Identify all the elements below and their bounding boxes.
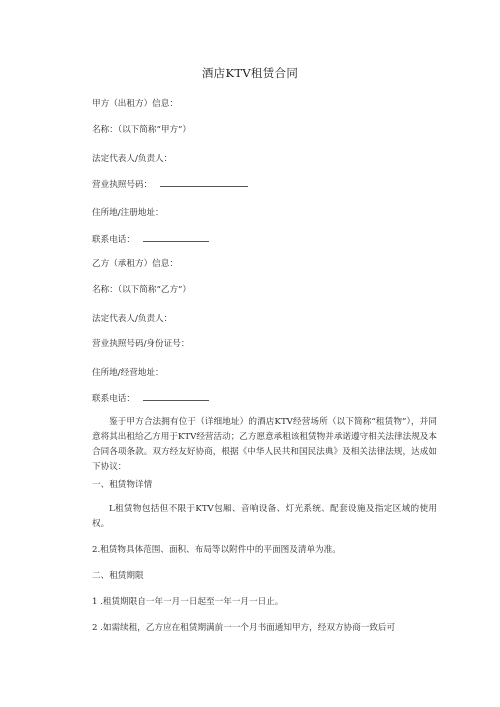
party-b-phone-label: 联系电话： xyxy=(92,394,135,404)
section-2-item-1: 1 .租赁期限自一年一月一日起至一年一月一日止。 xyxy=(92,597,284,607)
section-2-item-2: 2 .如需续租，乙方应在租赁期满前一一个月书面通知甲方，经双方协商一致后可 xyxy=(92,623,396,633)
section-1-item-2: 2.租赁物具体范围、面积、布局等以附件中的平面图及清单为准。 xyxy=(92,545,341,555)
party-a-license-blank xyxy=(160,178,248,187)
party-b-license: 营业执照号码/身份证号： xyxy=(92,339,190,349)
party-a-name: 名称：（以下简称“甲方”） xyxy=(92,125,192,135)
section-1-item-1: L租赁物包括但不限于KTV包厢、音响设备、灯光系统、配套设施及指定区域的使用权。 xyxy=(92,504,437,529)
party-b-phone-blank xyxy=(143,392,209,401)
party-b-address: 住所地/经营地址： xyxy=(92,368,164,378)
party-b-name: 名称：（以下简称“乙方”） xyxy=(92,285,192,295)
section-2-heading: 二、租赁期限 xyxy=(92,571,144,581)
party-a-heading: 甲方（出租方）信息： xyxy=(92,99,178,109)
party-b-heading: 乙方（承租方）信息： xyxy=(92,259,178,269)
party-b-phone-row xyxy=(92,392,209,405)
party-a-phone-blank xyxy=(143,233,209,242)
party-a-license-label: 营业执照号码： xyxy=(92,180,153,190)
party-a-phone-label: 联系电话： xyxy=(92,235,135,245)
party-a-license-row xyxy=(92,178,248,191)
party-a-representative: 法定代表人/负责人： xyxy=(92,154,173,164)
document-title: 酒店KTV租赁合同 xyxy=(201,66,299,80)
party-a-address: 住所地/注册地址： xyxy=(92,208,164,218)
preamble-paragraph: 鉴于甲方合法拥有位于（详细地址）的酒店KTV经营场所（以下简称“租赁物”），并同意将其出租给乙方用于KTV经营活动；乙方愿意承租该租赁物并承诺遵守相关法律法规及本合同各项条款。双方经友好协商，根据《中华人民共和国民法典》及相关法律法规，达成如下协议： xyxy=(92,417,437,472)
section-1-heading: 一、租赁物详情 xyxy=(92,480,153,490)
party-a-phone-row xyxy=(92,233,209,246)
party-b-representative: 法定代表人/负责人： xyxy=(92,314,173,324)
